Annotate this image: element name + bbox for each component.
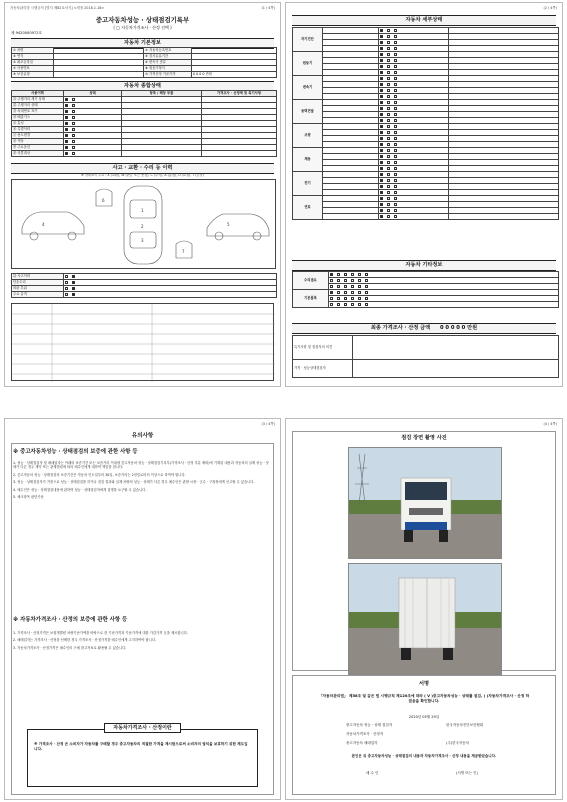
basic-info-table (11, 47, 277, 78)
status-item-label: ⑱ 색상 (12, 139, 64, 145)
accident-label: 외판 부위 (12, 286, 64, 292)
checkbox[interactable] (380, 137, 383, 140)
checkbox[interactable] (387, 89, 390, 92)
checkbox[interactable] (394, 53, 397, 56)
checkbox[interactable] (394, 89, 397, 92)
accident-table (11, 273, 277, 298)
section-final-price (292, 323, 556, 334)
status-item-label: ⑳ 리콜대상 (12, 151, 64, 157)
accident-label: 주요 골격 (12, 292, 64, 298)
status-item-label: ⑬ 차대번호 표기 (12, 109, 64, 115)
receipt-statement: 본인은 위 중고자동차성능 · 상태점검의 내용과 자동차가격조사 · 산정 내용을 제공받았습니다. (351, 754, 497, 758)
checkbox[interactable] (394, 29, 397, 32)
accident-label: 단순수리 (12, 280, 64, 286)
checkbox[interactable] (72, 128, 75, 131)
checkbox[interactable] (387, 107, 390, 110)
checkbox[interactable] (380, 53, 383, 56)
checkbox[interactable] (387, 197, 390, 200)
detail-note (449, 214, 559, 220)
svg-text:4: 4 (42, 222, 45, 227)
detail-item (323, 214, 379, 220)
signatory-role: 중고자동차 성능 · 상태 점검자 (346, 723, 393, 727)
photo-truck-rear (348, 563, 502, 675)
section-detail-status: 자동차 세부상태 (292, 15, 556, 26)
checkbox[interactable] (358, 285, 361, 288)
checkbox[interactable] (394, 95, 397, 98)
detail-status-table (292, 27, 559, 220)
checkbox[interactable] (337, 297, 340, 300)
checkbox[interactable] (380, 77, 383, 80)
notice-list-price (13, 631, 272, 653)
checkbox[interactable] (351, 279, 354, 282)
price-definition-text: ※ 가격조사 · 산정 은 소비자가 자동차를 구매할 경우 중고자동차의 적절한 가격을 제시함으로써 소비자의 권익을 보호하기 위한 제도입니다. (34, 742, 248, 752)
status-item-label: ⑪ 주행거리 계기 상태 (12, 97, 64, 103)
checkbox[interactable] (380, 113, 383, 116)
status-item-label: ⑮ 튜닝 (12, 121, 64, 127)
checkbox[interactable] (394, 149, 397, 152)
status-item-label: ⑫ 주행거리 상태 (12, 103, 64, 109)
checkbox[interactable] (358, 297, 361, 300)
checkbox[interactable] (344, 291, 347, 294)
checkbox[interactable] (358, 303, 361, 306)
detail-group-label: 원동기 (293, 52, 323, 76)
checkbox[interactable] (330, 297, 333, 300)
notice-paragraph: 3. 성능 · 상태점검자가 거짓으로 성능 · 상태점검을 하거나 점검 결과와 실제 차량의 성능 · 상태가 다른 경우 매수인은 관할 시장 · 군수 · 구청장에게 신고할 수 있습니다. (13, 480, 255, 485)
checkbox[interactable] (358, 291, 361, 294)
checkbox[interactable] (394, 185, 397, 188)
checkbox[interactable] (380, 89, 383, 92)
checkbox[interactable] (365, 291, 368, 294)
page-mark: (1 / 4쪽) (261, 6, 275, 10)
checkbox[interactable] (380, 209, 383, 212)
checkbox[interactable] (65, 128, 68, 131)
truck-front-image (349, 448, 502, 559)
checkbox[interactable] (337, 303, 340, 306)
status-item-label: ⑰ 용도변경 (12, 133, 64, 139)
checkbox[interactable] (387, 185, 390, 188)
final-price-value: 0 0 0 0 0 만원 (440, 325, 478, 331)
checkbox[interactable] (72, 104, 75, 107)
notice-sub-performance: ※ 중고자동차성능 · 상태점검의 보증에 관한 사항 등 (13, 449, 138, 455)
svg-text:7: 7 (182, 249, 185, 254)
svg-text:3: 3 (141, 238, 144, 243)
status-item-label: ⑯ 특별이력 (12, 127, 64, 133)
checkbox[interactable] (394, 101, 397, 104)
photo-heading: 점검 장면 촬영 사진 (401, 435, 447, 441)
checkbox[interactable] (65, 98, 68, 101)
table-row (12, 72, 277, 78)
signatory-role: 중고자동차 매매업자 (346, 741, 378, 745)
checkbox[interactable] (344, 273, 347, 276)
detail-group-label: 동력전달 (293, 100, 323, 124)
notice-paragraph: 2. 매매업자는 가격조사 · 산정을 선택한 경우 가격조사 · 산정가격을 매수인에게 고지하여야 합니다. (13, 638, 157, 643)
checkbox[interactable] (394, 65, 397, 68)
checkbox[interactable] (72, 140, 75, 143)
table-row (12, 292, 277, 298)
checkbox[interactable] (380, 203, 383, 206)
checkbox[interactable] (351, 297, 354, 300)
checkbox[interactable] (344, 297, 347, 300)
checkbox[interactable] (394, 155, 397, 158)
checkbox[interactable] (387, 35, 390, 38)
checkbox-cell (329, 302, 559, 308)
notice-sub-price: ※ 자동차가격조사 · 산정의 보증에 관한 사항 등 (13, 617, 128, 623)
checkbox[interactable] (337, 279, 340, 282)
checkbox[interactable] (358, 279, 361, 282)
checkbox[interactable] (65, 293, 68, 296)
checkbox[interactable] (365, 297, 368, 300)
accident-detail-lines (12, 304, 275, 382)
checkbox[interactable] (358, 273, 361, 276)
notice-paragraph: 2. 중고자동차 성능 · 상태점검의 보증기간은 자동차 인도일부터 30일, 보증거리는 2천킬로미터 이상으로 하여야 합니다. (13, 472, 186, 477)
table-row (12, 151, 277, 157)
checkbox[interactable] (72, 287, 75, 290)
checkbox[interactable] (387, 209, 390, 212)
checkbox[interactable] (330, 303, 333, 306)
checkbox[interactable] (365, 273, 368, 276)
checkbox[interactable] (387, 125, 390, 128)
checkbox[interactable] (351, 303, 354, 306)
checkbox[interactable] (65, 275, 68, 278)
checkbox[interactable] (72, 110, 75, 113)
checkbox[interactable] (394, 125, 397, 128)
checkbox[interactable] (387, 41, 390, 44)
notice-paragraph: 5. 체크항목 판단기준 (13, 495, 44, 500)
status-item-label: ⑲ 주요옵션 (12, 145, 64, 151)
basic-label: ⑦ 사용연료 (12, 66, 54, 72)
checkbox[interactable] (394, 197, 397, 200)
checkbox[interactable] (65, 146, 68, 149)
notice-list-performance (13, 461, 272, 503)
checkbox[interactable] (394, 203, 397, 206)
checkbox[interactable] (387, 161, 390, 164)
checkbox[interactable] (65, 140, 68, 143)
detail-group-label: 조향 (293, 124, 323, 148)
detail-group-label: 전기 (293, 172, 323, 196)
signatory-name: 한국자동차진단보증협회 (446, 723, 484, 727)
price-definition-box (27, 725, 258, 787)
checkbox[interactable] (387, 173, 390, 176)
checkbox[interactable] (394, 71, 397, 74)
checkbox[interactable] (380, 131, 383, 134)
svg-text:1: 1 (141, 208, 144, 213)
checkbox[interactable] (387, 149, 390, 152)
checkbox[interactable] (72, 275, 75, 278)
checkbox[interactable] (65, 281, 68, 284)
checkbox[interactable] (330, 279, 333, 282)
checkbox[interactable] (380, 125, 383, 128)
section-other-info: 자동차 기타정보 (292, 260, 556, 271)
final-price-label: 최종 가격조사 · 산정 금액 (370, 325, 431, 331)
checkbox[interactable] (387, 155, 390, 158)
checkbox-cell (64, 151, 122, 157)
checkbox[interactable] (387, 215, 390, 218)
checkbox[interactable] (387, 83, 390, 86)
signature-statement: 「자동차관리법」 제58조 및 같은 법 시행규칙 제120조에 따라 ( V )중고자동차성능 · 상태를 점검, ( )자동차가격조사 · 산정 하였음을 확인합니다. (318, 694, 530, 704)
section-basic-info: 자동차 기본정보 (11, 38, 274, 49)
inspector-opinion-table (292, 335, 559, 378)
checkbox[interactable] (365, 285, 368, 288)
checkbox[interactable] (387, 143, 390, 146)
basic-label: ⑤ 최초등록일 (12, 60, 54, 66)
checkbox[interactable] (380, 107, 383, 110)
svg-text:2: 2 (141, 224, 144, 229)
basic-value: 0 0 0 0 만원 (192, 72, 277, 78)
checkbox[interactable] (394, 173, 397, 176)
checkbox[interactable] (380, 155, 383, 158)
checkbox[interactable] (394, 143, 397, 146)
checkbox[interactable] (65, 134, 68, 137)
checkbox[interactable] (380, 197, 383, 200)
checkbox[interactable] (387, 95, 390, 98)
page-3-notices (4, 418, 281, 800)
checkbox[interactable] (394, 131, 397, 134)
checkbox[interactable] (394, 41, 397, 44)
checkbox-cell (379, 214, 449, 220)
checkbox[interactable] (65, 116, 68, 119)
table-row (293, 214, 559, 220)
checkbox[interactable] (380, 191, 383, 194)
other-info-label: 수리필요 (293, 272, 329, 290)
checkbox[interactable] (65, 122, 68, 125)
checkbox[interactable] (72, 98, 75, 101)
car-outline-diagram (12, 180, 277, 270)
checkbox[interactable] (394, 113, 397, 116)
checkbox[interactable] (394, 107, 397, 110)
checkbox[interactable] (394, 119, 397, 122)
document-title: 중고자동차성능 · 상태점검기록부 (95, 16, 190, 24)
signature-date: 2020년 05월 29일 (408, 715, 440, 719)
checkbox[interactable] (380, 167, 383, 170)
svg-text:6: 6 (102, 198, 105, 203)
checkbox[interactable] (72, 152, 75, 155)
checkbox[interactable] (394, 47, 397, 50)
checkbox[interactable] (394, 209, 397, 212)
checkbox[interactable] (72, 293, 75, 296)
checkbox[interactable] (394, 179, 397, 182)
checkbox[interactable] (394, 83, 397, 86)
checkbox[interactable] (387, 65, 390, 68)
checkbox[interactable] (380, 161, 383, 164)
checkbox[interactable] (380, 47, 383, 50)
checkbox[interactable] (394, 35, 397, 38)
section-accident-history: 사고 · 교환 · 수리 등 이력 (11, 163, 274, 174)
checkbox[interactable] (387, 119, 390, 122)
checkbox[interactable] (65, 110, 68, 113)
checkbox[interactable] (387, 71, 390, 74)
page-mark: (4 / 4쪽) (543, 422, 557, 426)
checkbox[interactable] (387, 29, 390, 32)
basic-label: ⑥ 변속기 종류 (144, 60, 192, 66)
checkbox[interactable] (380, 59, 383, 62)
signature-frame (292, 675, 556, 795)
notice-heading: 유의사항 (131, 433, 154, 439)
overall-status-table (11, 90, 277, 157)
checkbox[interactable] (351, 273, 354, 276)
detail-group-label: 자기진단 (293, 28, 323, 52)
checkbox[interactable] (344, 285, 347, 288)
column-header: 항목 / 해당 부품 (122, 91, 202, 97)
checkbox[interactable] (380, 83, 383, 86)
checkbox[interactable] (380, 29, 383, 32)
checkbox[interactable] (380, 215, 383, 218)
status-item-label: ⑭ 배출가스 (12, 115, 64, 121)
checkbox[interactable] (380, 41, 383, 44)
notice-paragraph: 1. 성능 · 상태점검자 및 매매업자는 아래의 보증기간 또는 보증거리 이내에 중고자동차 성능 · 상태점검기록부(가격조사 · 산정 부분 제외)에 기재된 내용과 자동차의 실제 성능 · 상태가 다른 경우 계약 또는 관계법령에 따라 매수인에게 대하여 책임을 집니다. (13, 461, 269, 470)
checkbox[interactable] (380, 149, 383, 152)
basic-label: ① 차명 (12, 48, 54, 54)
checkbox[interactable] (330, 273, 333, 276)
checkbox[interactable] (387, 191, 390, 194)
checkbox-cell (64, 292, 277, 298)
page-mark: (2 / 4쪽) (543, 6, 557, 10)
basic-label: ⑧ 원동기형식 (144, 66, 192, 72)
detail-group-label: 제동 (293, 148, 323, 172)
checkbox[interactable] (394, 77, 397, 80)
accident-label: ㉑ 사고이력 (12, 274, 64, 280)
checkbox[interactable] (380, 71, 383, 74)
basic-label: ⑩ 가격산정 기준가격 (144, 72, 192, 78)
basic-label: ④ 검사유효기간 (144, 54, 192, 60)
checkbox[interactable] (380, 119, 383, 122)
checkbox[interactable] (387, 47, 390, 50)
accident-detail-area (11, 303, 274, 381)
other-info-label: 기본품목 (293, 290, 329, 308)
checkbox[interactable] (387, 77, 390, 80)
page-mark: (3 / 4쪽) (261, 422, 275, 426)
photo-truck-front (348, 447, 502, 559)
checkbox[interactable] (344, 279, 347, 282)
signatory-name: (주)한국자동차 (446, 741, 470, 745)
document-subtitle: ( □ 자동차가격조사 · 산정 선택 ) (113, 25, 172, 30)
price-definition-title: 자동차가격조사 · 산정이란 (104, 723, 181, 733)
page-4-photos-signature (285, 418, 563, 800)
form-number: 자동차관리법 시행규칙 [별지 제82호서식] <개정 2018.1.18> (10, 6, 105, 10)
checkbox[interactable] (387, 203, 390, 206)
basic-label: ⑨ 보증유형 (12, 72, 54, 78)
checkbox[interactable] (72, 134, 75, 137)
checkbox[interactable] (330, 291, 333, 294)
vehicle-diagram (11, 179, 276, 269)
accident-legend: ※ 상태표시 부호 : X (교환), W (판금 또는 용접), C (부식), A (흠집), U (요철), T (손상) (81, 173, 204, 177)
checkbox[interactable] (387, 131, 390, 134)
notice-paragraph: 4. 매수인은 성능 · 상태점검내용에 관하여 성능 · 상태점검자에게 설명을 요구할 수 있습니다. (13, 487, 147, 492)
checkbox[interactable] (337, 273, 340, 276)
page-2-detail-status (285, 2, 563, 387)
truck-rear-image (349, 564, 502, 675)
receiver-sign: (서명 또는 인) (456, 771, 478, 775)
checkbox[interactable] (394, 191, 397, 194)
checkbox[interactable] (65, 104, 68, 107)
checkbox[interactable] (380, 143, 383, 146)
receiver-label: 매 수 인 (366, 771, 379, 775)
checkbox[interactable] (330, 285, 333, 288)
checkbox[interactable] (337, 291, 340, 294)
checkbox[interactable] (387, 179, 390, 182)
checkbox[interactable] (387, 101, 390, 104)
checkbox[interactable] (387, 167, 390, 170)
checkbox[interactable] (72, 146, 75, 149)
column-header: 상태 (64, 91, 122, 97)
checkbox[interactable] (394, 59, 397, 62)
checkbox[interactable] (72, 281, 75, 284)
checkbox[interactable] (365, 303, 368, 306)
checkbox[interactable] (380, 95, 383, 98)
special-note-label: 특기사항 및 점검자의 의견 (293, 336, 353, 360)
signature-heading: 서명 (418, 681, 430, 687)
column-header: 가격조사 · 산정액 및 특기사항 (202, 91, 277, 97)
notice-paragraph: 1. 가격조사 · 산정가격은 보험개발원 차량기준가액을 바탕으로 한 기준가격과 기준가격에 대한 가감가격 등을 제시합니다. (13, 631, 188, 635)
checkbox[interactable] (72, 116, 75, 119)
checkbox[interactable] (387, 113, 390, 116)
checkbox[interactable] (380, 173, 383, 176)
page-1-performance-record (4, 2, 281, 387)
checkbox[interactable] (365, 279, 368, 282)
column-header: 사용이력 (12, 91, 64, 97)
checkbox[interactable] (380, 35, 383, 38)
status-price-note (202, 151, 277, 157)
basic-label: ② 자동차등록번호 (144, 48, 192, 54)
checkbox[interactable] (394, 161, 397, 164)
section-overall-status: 자동차 종합상태 (11, 81, 274, 92)
checkbox[interactable] (380, 185, 383, 188)
basic-label: ③ 연식 (12, 54, 54, 60)
status-detail (122, 151, 202, 157)
checkbox[interactable] (351, 291, 354, 294)
checkbox[interactable] (394, 167, 397, 170)
checkbox[interactable] (394, 137, 397, 140)
checkbox[interactable] (387, 59, 390, 62)
checkbox[interactable] (380, 179, 383, 182)
checkbox[interactable] (344, 303, 347, 306)
checkbox[interactable] (65, 152, 68, 155)
checkbox[interactable] (380, 101, 383, 104)
detail-group-label: 연료 (293, 196, 323, 220)
notice-paragraph: 3. 자동차가격조사 · 산정가격은 매수인의 구매 참고자료로 활용될 수 있습니다. (13, 645, 127, 650)
checkbox[interactable] (387, 137, 390, 140)
checkbox[interactable] (380, 65, 383, 68)
checkbox[interactable] (351, 285, 354, 288)
detail-group-label: 변속기 (293, 76, 323, 100)
checkbox[interactable] (72, 122, 75, 125)
table-row (293, 302, 559, 308)
signatory-role: 자동차가격조사 · 산정자 (346, 732, 384, 736)
other-info-table (292, 271, 559, 308)
checkbox[interactable] (337, 285, 340, 288)
checkbox[interactable] (65, 287, 68, 290)
inspector-label: 가격 · 성능상태점검자 (293, 360, 353, 378)
checkbox[interactable] (394, 215, 397, 218)
svg-text:5: 5 (227, 222, 230, 227)
basic-value (54, 72, 144, 78)
checkbox[interactable] (387, 53, 390, 56)
document-number: 제 9420000972호 (11, 31, 42, 35)
